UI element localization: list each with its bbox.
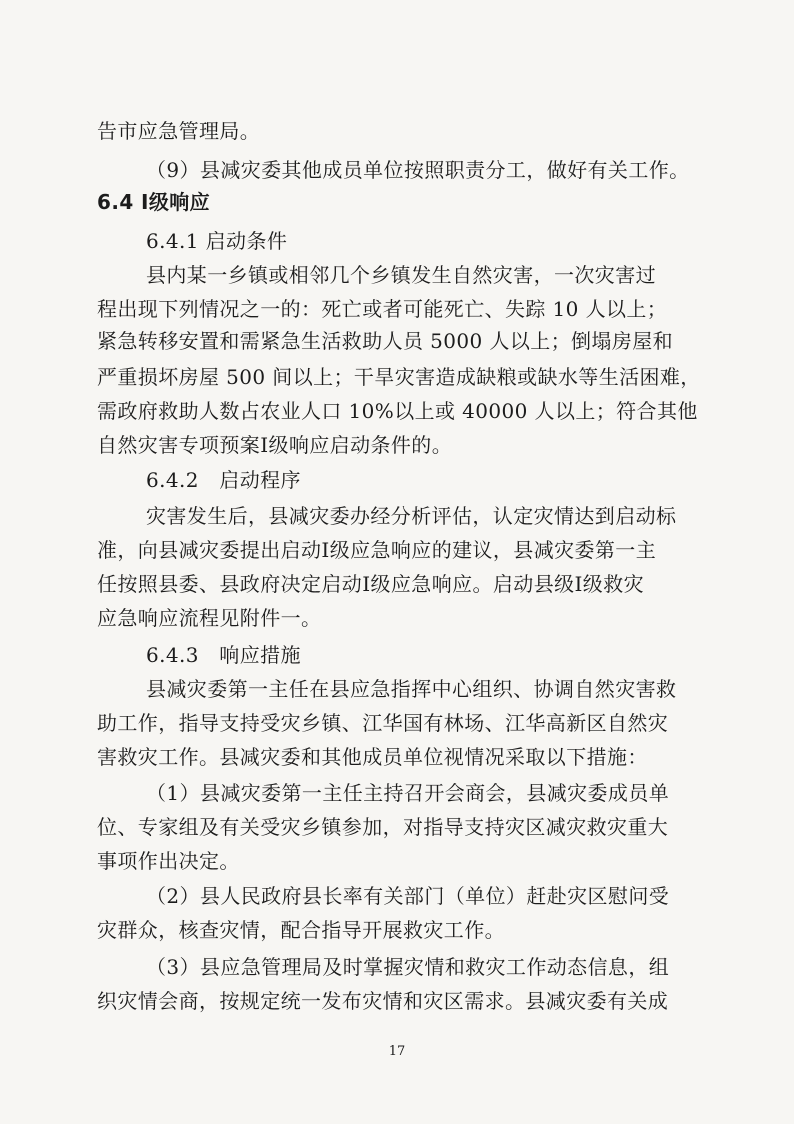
text-line: 紧急转移安置和需紧急生活救助人员 5000 人以上；倒塌房屋和 xyxy=(97,329,674,353)
text-line: 应急响应流程见附件一。 xyxy=(97,606,322,630)
text-line: 准，向县减灾委提出启动Ⅰ级应急响应的建议，县减灾委第一主 xyxy=(97,538,657,562)
text-line: 县内某一乡镇或相邻几个乡镇发生自然灾害，一次灾害过 xyxy=(146,263,656,287)
text-line: 程出现下列情况之一的：死亡或者可能死亡、失踪 10 人以上； xyxy=(97,297,668,321)
text-line: 害救灾工作。县减灾委和其他成员单位视情况采取以下措施： xyxy=(97,745,648,769)
list-item: （3）县应急管理局及时掌握灾情和救灾工作动态信息，组 xyxy=(146,955,670,979)
text-line: 告市应急管理局。 xyxy=(97,119,261,143)
text-line: 事项作出决定。 xyxy=(97,849,240,873)
text-line: （9）县减灾委其他成员单位按照职责分工，做好有关工作。 xyxy=(146,158,690,182)
text-line: 需政府救助人数占农业人口 10%以上或 40000 人以上；符合其他 xyxy=(97,399,698,423)
text-line: 灾害发生后，县减灾委办经分析评估，认定灾情达到启动标 xyxy=(146,504,677,528)
text-line: 织灾情会商，按规定统一发布灾情和灾区需求。县减灾委有关成 xyxy=(97,989,669,1013)
text-line: 县减灾委第一主任在县应急指挥中心组织、协调自然灾害救 xyxy=(146,677,677,701)
subsection-heading: 6.4.2 启动程序 xyxy=(146,468,301,492)
text-line: 灾群众，核查灾情，配合指导开展救灾工作。 xyxy=(97,918,505,942)
page-number: 17 xyxy=(388,1044,406,1059)
list-item: （2）县人民政府县长率有关部门（单位）赶赴灾区慰问受 xyxy=(146,884,670,908)
section-heading: 6.4 Ⅰ级响应 xyxy=(97,190,211,214)
subsection-heading: 6.4.3 响应措施 xyxy=(146,643,301,667)
text-line: 任按照县委、县政府决定启动Ⅰ级应急响应。启动县级Ⅰ级救灾 xyxy=(97,572,645,596)
text-line: 自然灾害专项预案Ⅰ级响应启动条件的。 xyxy=(97,433,453,457)
text-line: 位、专家组及有关受灾乡镇参加，对指导支持灾区减灾救灾重大 xyxy=(97,815,669,839)
text-line: 助工作，指导支持受灾乡镇、江华国有林场、江华高新区自然灾 xyxy=(97,711,669,735)
text-line: 严重损坏房屋 500 间以上；干旱灾害造成缺粮或缺水等生活困难， xyxy=(97,365,701,389)
list-item: （1）县减灾委第一主任主持召开会商会，县减灾委成员单 xyxy=(146,781,670,805)
subsection-heading: 6.4.1 启动条件 xyxy=(146,229,288,253)
